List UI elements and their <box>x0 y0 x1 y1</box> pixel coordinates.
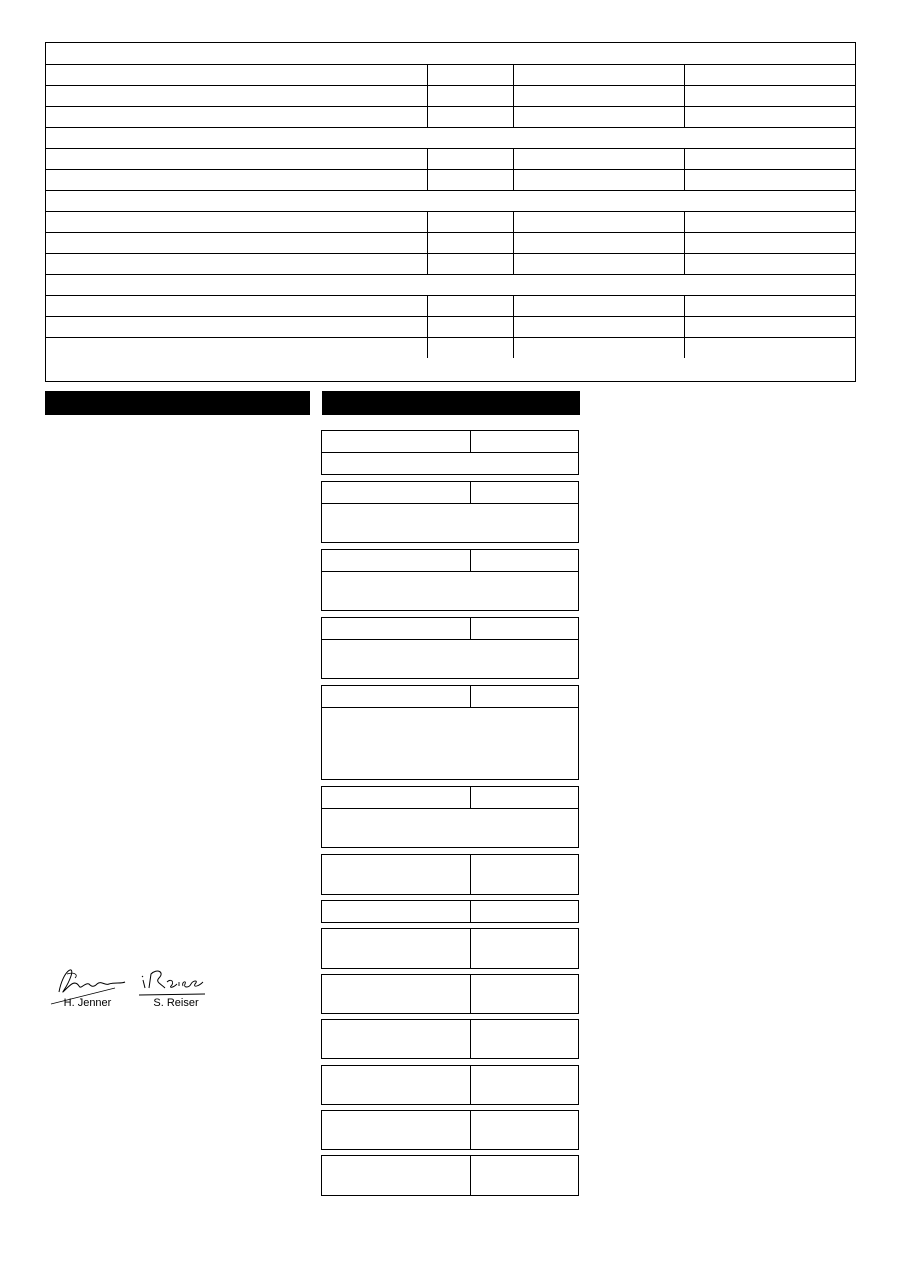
table-cell <box>427 317 513 337</box>
field-box-header <box>322 431 578 453</box>
table-cell <box>46 65 427 85</box>
field-body-text <box>322 809 578 815</box>
table-cell-text <box>685 338 855 344</box>
field-value <box>471 686 578 692</box>
table-cell-text <box>428 107 513 113</box>
field-label-cell <box>322 1066 471 1104</box>
field-label-cell <box>322 929 471 968</box>
table-cell <box>427 338 513 358</box>
field-value-cell <box>471 482 578 503</box>
table-cell-text <box>428 296 513 302</box>
table-cell-text <box>46 149 427 155</box>
field-label <box>322 550 470 556</box>
table-cell <box>427 170 513 190</box>
field-value-cell <box>471 901 578 922</box>
signature-reiser <box>137 962 215 1012</box>
table-cell <box>427 296 513 316</box>
table-cell-text <box>428 212 513 218</box>
table-cell-text <box>46 296 427 302</box>
table-section-title <box>46 191 855 197</box>
table-section-row <box>46 127 855 148</box>
data-table <box>45 42 856 382</box>
table-cell <box>46 170 427 190</box>
table-cell-text <box>428 170 513 176</box>
field-label <box>322 975 470 981</box>
table-cell-text <box>428 254 513 260</box>
table-cell-text <box>514 338 684 344</box>
field-value <box>471 1020 578 1026</box>
signature-jenner <box>45 962 130 1012</box>
field-pair <box>321 900 579 923</box>
table-cell-text <box>46 233 427 239</box>
field-value-cell <box>471 618 578 639</box>
field-value-cell <box>471 550 578 571</box>
field-label-cell <box>322 787 471 808</box>
table-cell <box>513 170 684 190</box>
table-cell-text <box>46 317 427 323</box>
field-box <box>321 549 579 611</box>
table-cell-text <box>685 86 855 92</box>
field-label-cell <box>322 1020 471 1058</box>
table-row <box>46 232 855 253</box>
table-cell <box>684 65 855 85</box>
field-label <box>322 1066 470 1072</box>
field-body-text <box>322 504 578 510</box>
field-value <box>471 482 578 488</box>
table-section-title <box>46 128 855 134</box>
field-value <box>471 618 578 624</box>
field-value-cell <box>471 1066 578 1104</box>
field-pair <box>321 1155 579 1196</box>
table-cell <box>684 170 855 190</box>
field-label <box>322 787 470 793</box>
table-cell-text <box>685 107 855 113</box>
field-pair <box>321 974 579 1014</box>
field-label <box>322 1156 470 1162</box>
table-row <box>46 64 855 85</box>
table-cell <box>513 233 684 253</box>
table-section-row <box>46 274 855 295</box>
field-label <box>322 1020 470 1026</box>
table-cell <box>513 149 684 169</box>
field-label <box>322 686 470 692</box>
field-label-cell <box>322 1156 471 1195</box>
table-section-cell <box>46 128 855 148</box>
table-row <box>46 148 855 169</box>
table-cell <box>46 86 427 106</box>
field-box-header <box>322 686 578 708</box>
table-cell <box>684 317 855 337</box>
table-row <box>46 85 855 106</box>
field-value-cell <box>471 855 578 894</box>
table-cell <box>427 254 513 274</box>
table-cell <box>513 317 684 337</box>
field-value-cell <box>471 929 578 968</box>
table-cell-text <box>685 149 855 155</box>
field-value <box>471 1111 578 1117</box>
field-label-cell <box>322 975 471 1013</box>
field-box <box>321 430 579 475</box>
table-cell-text <box>685 317 855 323</box>
table-section-title <box>46 275 855 281</box>
table-cell-text <box>428 233 513 239</box>
field-box <box>321 617 579 679</box>
field-box-body <box>322 504 578 542</box>
table-cell <box>427 233 513 253</box>
table-cell-text <box>46 65 427 71</box>
field-value <box>471 1066 578 1072</box>
field-label <box>322 929 470 935</box>
table-cell <box>513 86 684 106</box>
table-row <box>46 211 855 232</box>
table-cell-text <box>685 65 855 71</box>
field-body-text <box>322 708 578 714</box>
table-cell-text <box>514 149 684 155</box>
table-cell-text <box>514 65 684 71</box>
table-cell <box>427 86 513 106</box>
field-label <box>322 1111 470 1117</box>
field-label-cell <box>322 550 471 571</box>
table-cell-text <box>428 338 513 344</box>
table-cell <box>684 233 855 253</box>
field-body-text <box>322 453 578 459</box>
field-value <box>471 431 578 437</box>
field-box-header <box>322 787 578 809</box>
field-label-cell <box>322 431 471 452</box>
field-label <box>322 855 470 861</box>
field-box <box>321 786 579 848</box>
field-label <box>322 901 470 907</box>
field-pair <box>321 854 579 895</box>
table-cell-text <box>685 296 855 302</box>
table-cell-text <box>428 86 513 92</box>
table-cell <box>513 65 684 85</box>
field-label <box>322 618 470 624</box>
table-section-row <box>46 190 855 211</box>
table-cell-text <box>514 254 684 260</box>
field-box-body <box>322 708 578 779</box>
field-value-cell <box>471 975 578 1013</box>
table-cell-text <box>514 233 684 239</box>
table-cell <box>46 212 427 232</box>
table-cell-text <box>514 86 684 92</box>
table-cell <box>684 296 855 316</box>
table-row <box>46 337 855 358</box>
table-cell <box>427 107 513 127</box>
table-cell <box>513 254 684 274</box>
table-cell-text <box>514 107 684 113</box>
table-cell-text <box>46 338 427 344</box>
field-value <box>471 855 578 861</box>
table-cell <box>427 212 513 232</box>
table-cell <box>684 212 855 232</box>
table-cell-text <box>46 212 427 218</box>
table-cell <box>427 65 513 85</box>
field-value <box>471 1156 578 1162</box>
field-body-text <box>322 640 578 646</box>
field-value <box>471 787 578 793</box>
table-cell-text <box>514 212 684 218</box>
table-cell <box>513 107 684 127</box>
field-label-cell <box>322 901 471 922</box>
table-cell <box>46 233 427 253</box>
field-box-body <box>322 453 578 474</box>
table-row <box>46 169 855 190</box>
field-pair <box>321 1065 579 1105</box>
field-value <box>471 550 578 556</box>
signature-name-reiser: S. Reiser <box>153 997 199 1009</box>
table-cell-text <box>46 86 427 92</box>
table-cell-text <box>428 149 513 155</box>
table-cell-text <box>428 65 513 71</box>
field-label-cell <box>322 618 471 639</box>
table-section-cell <box>46 191 855 211</box>
table-section-cell <box>46 43 855 64</box>
field-label-cell <box>322 855 471 894</box>
table-cell-text <box>46 170 427 176</box>
table-cell <box>46 317 427 337</box>
field-value-cell <box>471 686 578 707</box>
table-cell-text <box>685 254 855 260</box>
field-value <box>471 929 578 935</box>
field-label-cell <box>322 1111 471 1149</box>
table-cell <box>46 107 427 127</box>
table-cell <box>513 338 684 358</box>
left-section-header <box>45 391 310 415</box>
field-body-text <box>322 572 578 578</box>
table-cell <box>684 107 855 127</box>
field-value-cell <box>471 1111 578 1149</box>
field-box-header <box>322 482 578 504</box>
table-section-cell <box>46 275 855 295</box>
table-section-row <box>46 43 855 64</box>
field-value <box>471 901 578 907</box>
field-box <box>321 685 579 780</box>
field-value-cell <box>471 431 578 452</box>
table-cell <box>46 296 427 316</box>
field-box <box>321 481 579 543</box>
field-value <box>471 975 578 981</box>
table-cell-text <box>514 296 684 302</box>
table-cell-text <box>46 254 427 260</box>
table-cell <box>513 212 684 232</box>
field-box-body <box>322 572 578 610</box>
table-cell <box>684 86 855 106</box>
right-section-header <box>322 391 580 415</box>
table-cell <box>684 338 855 358</box>
field-box-body <box>322 809 578 847</box>
table-cell <box>684 149 855 169</box>
table-row <box>46 253 855 274</box>
field-box-header <box>322 550 578 572</box>
field-label-cell <box>322 686 471 707</box>
table-cell-text <box>514 170 684 176</box>
table-cell-text <box>685 212 855 218</box>
signature-block <box>45 962 215 1012</box>
table-cell <box>427 149 513 169</box>
field-value-cell <box>471 787 578 808</box>
table-row <box>46 316 855 337</box>
signature-name-jenner: H. Jenner <box>63 997 112 1009</box>
table-cell <box>46 149 427 169</box>
table-row <box>46 295 855 316</box>
field-value-cell <box>471 1156 578 1195</box>
table-cell <box>684 254 855 274</box>
field-label <box>322 431 470 437</box>
table-cell-text <box>428 317 513 323</box>
field-box-body <box>322 640 578 678</box>
field-box-header <box>322 618 578 640</box>
table-cell <box>46 338 427 358</box>
table-section-title <box>46 43 855 49</box>
table-cell-text <box>46 107 427 113</box>
field-pair <box>321 1019 579 1059</box>
field-label-cell <box>322 482 471 503</box>
field-value-cell <box>471 1020 578 1058</box>
field-pair <box>321 928 579 969</box>
field-pair <box>321 1110 579 1150</box>
table-cell-text <box>685 170 855 176</box>
table-row <box>46 106 855 127</box>
table-cell-text <box>514 317 684 323</box>
table-cell <box>513 296 684 316</box>
table-cell <box>46 254 427 274</box>
field-label <box>322 482 470 488</box>
table-cell-text <box>685 233 855 239</box>
